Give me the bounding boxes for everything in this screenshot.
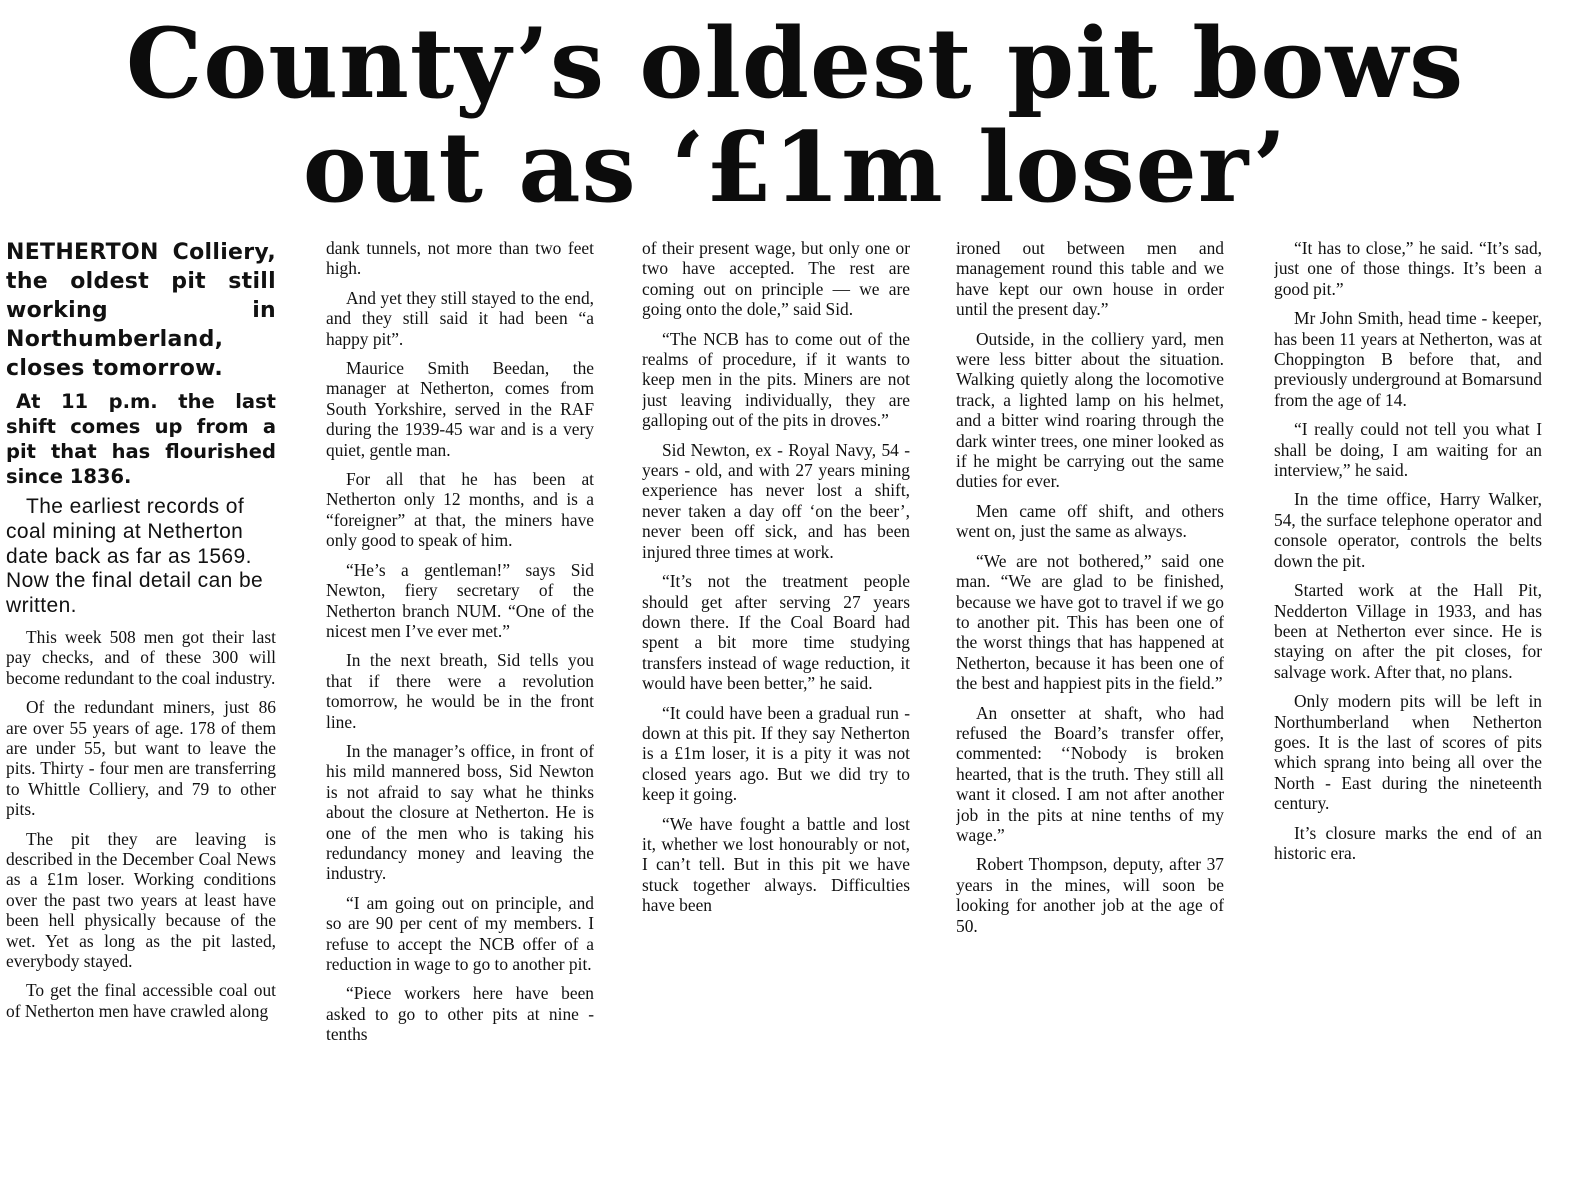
- paragraph: ironed out between men and management round this table and we have kept our own house in order until the present day.”: [956, 238, 1224, 320]
- paragraph: “It has to close,” he said. “It’s sad, just one of those things. It’s been a good pit.”: [1274, 238, 1542, 299]
- paragraph: “The NCB has to come out of the realms of procedure, if it wants to keep men in the pits. Miners are not just leaving individually, they are galloping out of the pits in droves.”: [642, 328, 910, 431]
- paragraph: In the manager’s office, in front of his mild mannered boss, Sid Newton is not afraid to say what he thinks about the closure at Netherton. He is one of the men who is taking his redundancy money and leaving the industry.: [326, 740, 594, 884]
- paragraph: Outside, in the colliery yard, men were less bitter about the situation. Walking quietly along the locomotive track, a lighted lamp on his helmet, and a bitter wind roaring through the dark winter trees, one miner looked as if he might be carrying out the same duties for ever.: [956, 328, 1224, 492]
- paragraph: “It could have been a gradual run - down at this pit. If they say Netherton is a £1m loser, it is a pity it was not closed years ago. But we did try to keep it going.: [642, 702, 910, 805]
- paragraph: It’s closure marks the end of an historic era.: [1274, 822, 1542, 863]
- article-column-2: [326, 238, 594, 1188]
- paragraph: “He’s a gentleman!” says Sid Newton, fiery secretary of the Netherton branch NUM. “One of the nicest men I’ve ever met.”: [326, 559, 594, 641]
- paragraph: For all that he has been at Netherton only 12 months, and is a “foreigner” at that, the miners have only good to speak of him.: [326, 469, 594, 551]
- paragraph: of their present wage, but only one or two have accepted. The rest are coming out on principle — we are going onto the dole,” said Sid.: [642, 238, 910, 320]
- paragraph: Started work at the Hall Pit, Nedderton Village in 1933, and has been at Netherton ever since. He is staying on after the pit closes, for salvage work. After that, no plans.: [1274, 580, 1542, 682]
- paragraph: “Piece workers here have been asked to go to other pits at nine - tenths: [326, 983, 594, 1045]
- subheading: At 11 p.m. the last shift comes up from a pit that has flourished since 1836.: [6, 390, 276, 488]
- paragraph: An onsetter at shaft, who had refused the Board’s transfer offer, commented: ‘‘Nobody is broken hearted, that is the truth. They still all want it closed. I am not after another job in the pits at nine tenths of my wage.”: [956, 702, 1224, 845]
- article-column-3: [642, 238, 910, 1188]
- paragraph: Robert Thompson, deputy, after 37 years in the mines, will soon be looking for another job at the age of 50.: [956, 854, 1224, 936]
- paragraph: “We are not bothered,” said one man. “We are glad to be finished, because we have got to travel if we go to another pit. This has been one of the worst things that has happened at Netherton, because it has been one of the best and happiest pits in the field.”: [956, 550, 1224, 694]
- paragraph: This week 508 men got their last pay checks, and of these 300 will become redundant to the coal industry.: [6, 626, 276, 688]
- paragraph: Maurice Smith Beedan, the manager at Netherton, comes from South Yorkshire, served in the RAF during the 1939-45 war and is a very quiet, gentle man.: [326, 358, 594, 460]
- paragraph: “I really could not tell you what I shall be doing, I am waiting for an interview,” he said.: [1274, 419, 1542, 481]
- paragraph: In the next breath, Sid tells you that if there were a revolution tomorrow, he would be in the front line.: [326, 650, 594, 732]
- lead-paragraph: NETHERTON Colliery, the oldest pit still working in Northumberland, closes tomorrow.: [6, 240, 276, 381]
- article-column-5: [1274, 238, 1542, 1188]
- paragraph: “It’s not the treatment people should get after serving 27 years down there. If the Coal Board had spent a bit more time studying transfers instead of wage reduction, it would have been better,” he said.: [642, 571, 910, 694]
- paragraph: “We have fought a battle and lost it, whether we lost honourably or not, I can’t tell. But in this pit we have stuck together always. Difficulties have been: [642, 813, 910, 916]
- headline: [20, 7, 1570, 224]
- paragraph: And yet they still stayed to the end, and they still said it had been “a happy pit”.: [326, 287, 594, 349]
- paragraph: Of the redundant miners, just 86 are over 55 years of age. 178 of them are under 55, but want to leave the pits. Thirty - four men are transferring to Whittle Colliery, and 79 to other pits.: [6, 697, 276, 820]
- headline-line-2: out as ‘£1m loser’: [302, 111, 1288, 224]
- paragraph: The pit they are leaving is described in the December Coal News as a £1m loser. Working conditions over the past two years at least have been hell physically because of the wet. Yet as long as the pit lasted, everybody stayed.: [6, 828, 276, 972]
- paragraph: In the time office, Harry Walker, 54, the surface telephone operator and console operator, controls the belts down the pit.: [1274, 489, 1542, 571]
- paragraph: To get the final accessible coal out of Netherton men have crawled along: [6, 980, 276, 1021]
- paragraph: dank tunnels, not more than two feet high.: [326, 238, 594, 279]
- paragraph: Men came off shift, and others went on, just the same as always.: [956, 500, 1224, 542]
- paragraph: “I am going out on principle, and so are 90 per cent of my members. I refuse to accept the NCB offer of a reduction in wage to go to another pit.: [326, 892, 594, 974]
- intro-paragraph: The earliest records of coal mining at Netherton date back as far as 1569. Now the final detail can be written.: [6, 495, 264, 618]
- article-column-4: [956, 238, 1224, 1188]
- paragraph: Only modern pits will be left in Northumberland when Netherton goes. It is the last of scores of pits which sprang into being all over the North - East during the nineteenth century.: [1274, 691, 1542, 814]
- paragraph: Mr John Smith, head time - keeper, has been 11 years at Netherton, was at Choppington B before that, and previously underground at Bomarsund from the age of 14.: [1274, 308, 1542, 410]
- article-column-1: [6, 238, 276, 1188]
- headline-line-1: County’s oldest pit bows: [125, 7, 1465, 120]
- paragraph: Sid Newton, ex - Royal Navy, 54 - years - old, and with 27 years mining experience has never lost a shift, never taken a day off ‘on the beer’, never been off sick, and has been injured three times at work.: [642, 439, 910, 562]
